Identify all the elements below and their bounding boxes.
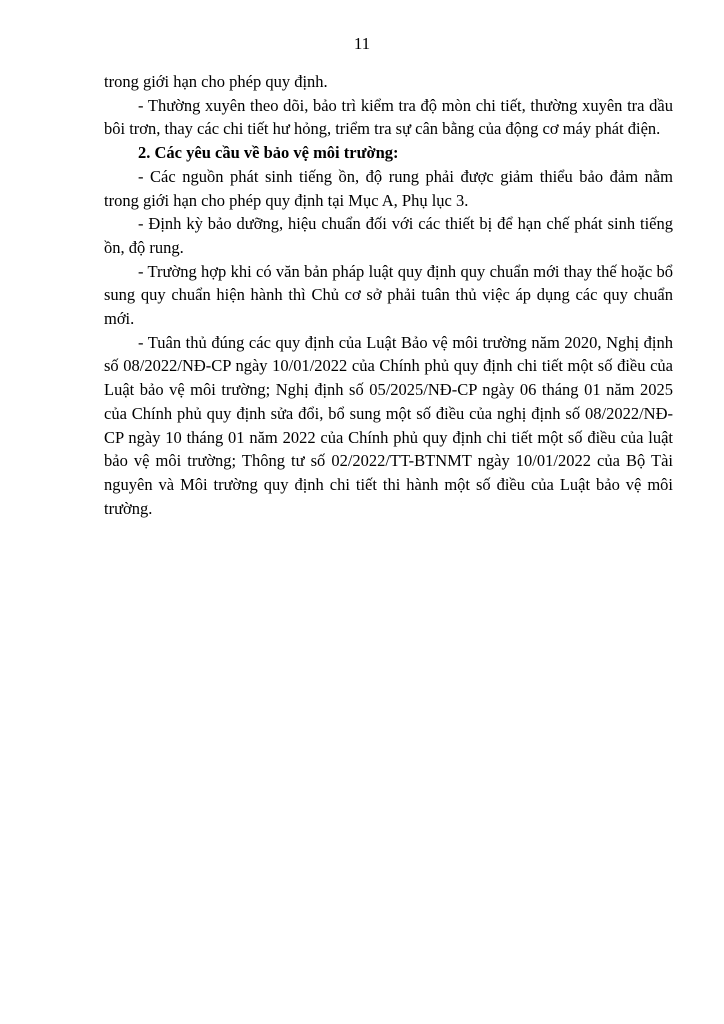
paragraph-legal-compliance: - Tuân thủ đúng các quy định của Luật Bảo vệ môi trường năm 2020, Nghị định số 08/2022/NĐ-CP ngày 10/01/2022 của Chính phủ quy định chi tiết một số điều của Luật bảo vệ môi trường; Nghị định số 05/2025/NĐ-CP ngày 06 tháng 01 năm 2025 của Chính phủ quy định sửa đổi, bổ sung một số điều của nghị định số 08/2022/NĐ-CP ngày 10 tháng 01 năm 2022 của Chính phủ quy định chi tiết một số điều của luật bảo vệ môi trường; Thông tư số 02/2022/TT-BTNMT ngày 10/01/2022 của Bộ Tài nguyên và Môi trường quy định chi tiết thi hành một số điều của Luật bảo vệ môi trường.: [104, 332, 673, 518]
page-number: 11: [353, 34, 371, 53]
paragraph-maintenance: - Thường xuyên theo dõi, bảo trì kiểm tra độ mòn chi tiết, thường xuyên tra dầu bôi trơn, thay các chi tiết hư hỏng, triểm tra sự cân bằng của động cơ máy phát điện.: [104, 95, 673, 139]
paragraph-continuation: trong giới hạn cho phép quy định.: [104, 72, 328, 91]
document-body: [104, 70, 673, 520]
paragraph-periodic-maintenance: - Định kỳ bảo dưỡng, hiệu chuẩn đối với các thiết bị để hạn chế phát sinh tiếng ồn, độ rung.: [104, 214, 673, 257]
paragraph-noise-sources: - Các nguồn phát sinh tiếng ồn, độ rung phải được giảm thiểu bảo đảm nằm trong giới hạn cho phép quy định tại Mục A, Phụ lục 3.: [104, 166, 673, 210]
section-heading: 2. Các yêu cầu về bảo vệ môi trường:: [138, 143, 399, 163]
paragraph-new-regulations: - Trường hợp khi có văn bản pháp luật quy định quy chuẩn mới thay thế hoặc bổ sung quy chuẩn hiện hành thì Chủ cơ sở phải tuân thủ việc áp dụng các quy chuẩn mới.: [104, 261, 673, 329]
